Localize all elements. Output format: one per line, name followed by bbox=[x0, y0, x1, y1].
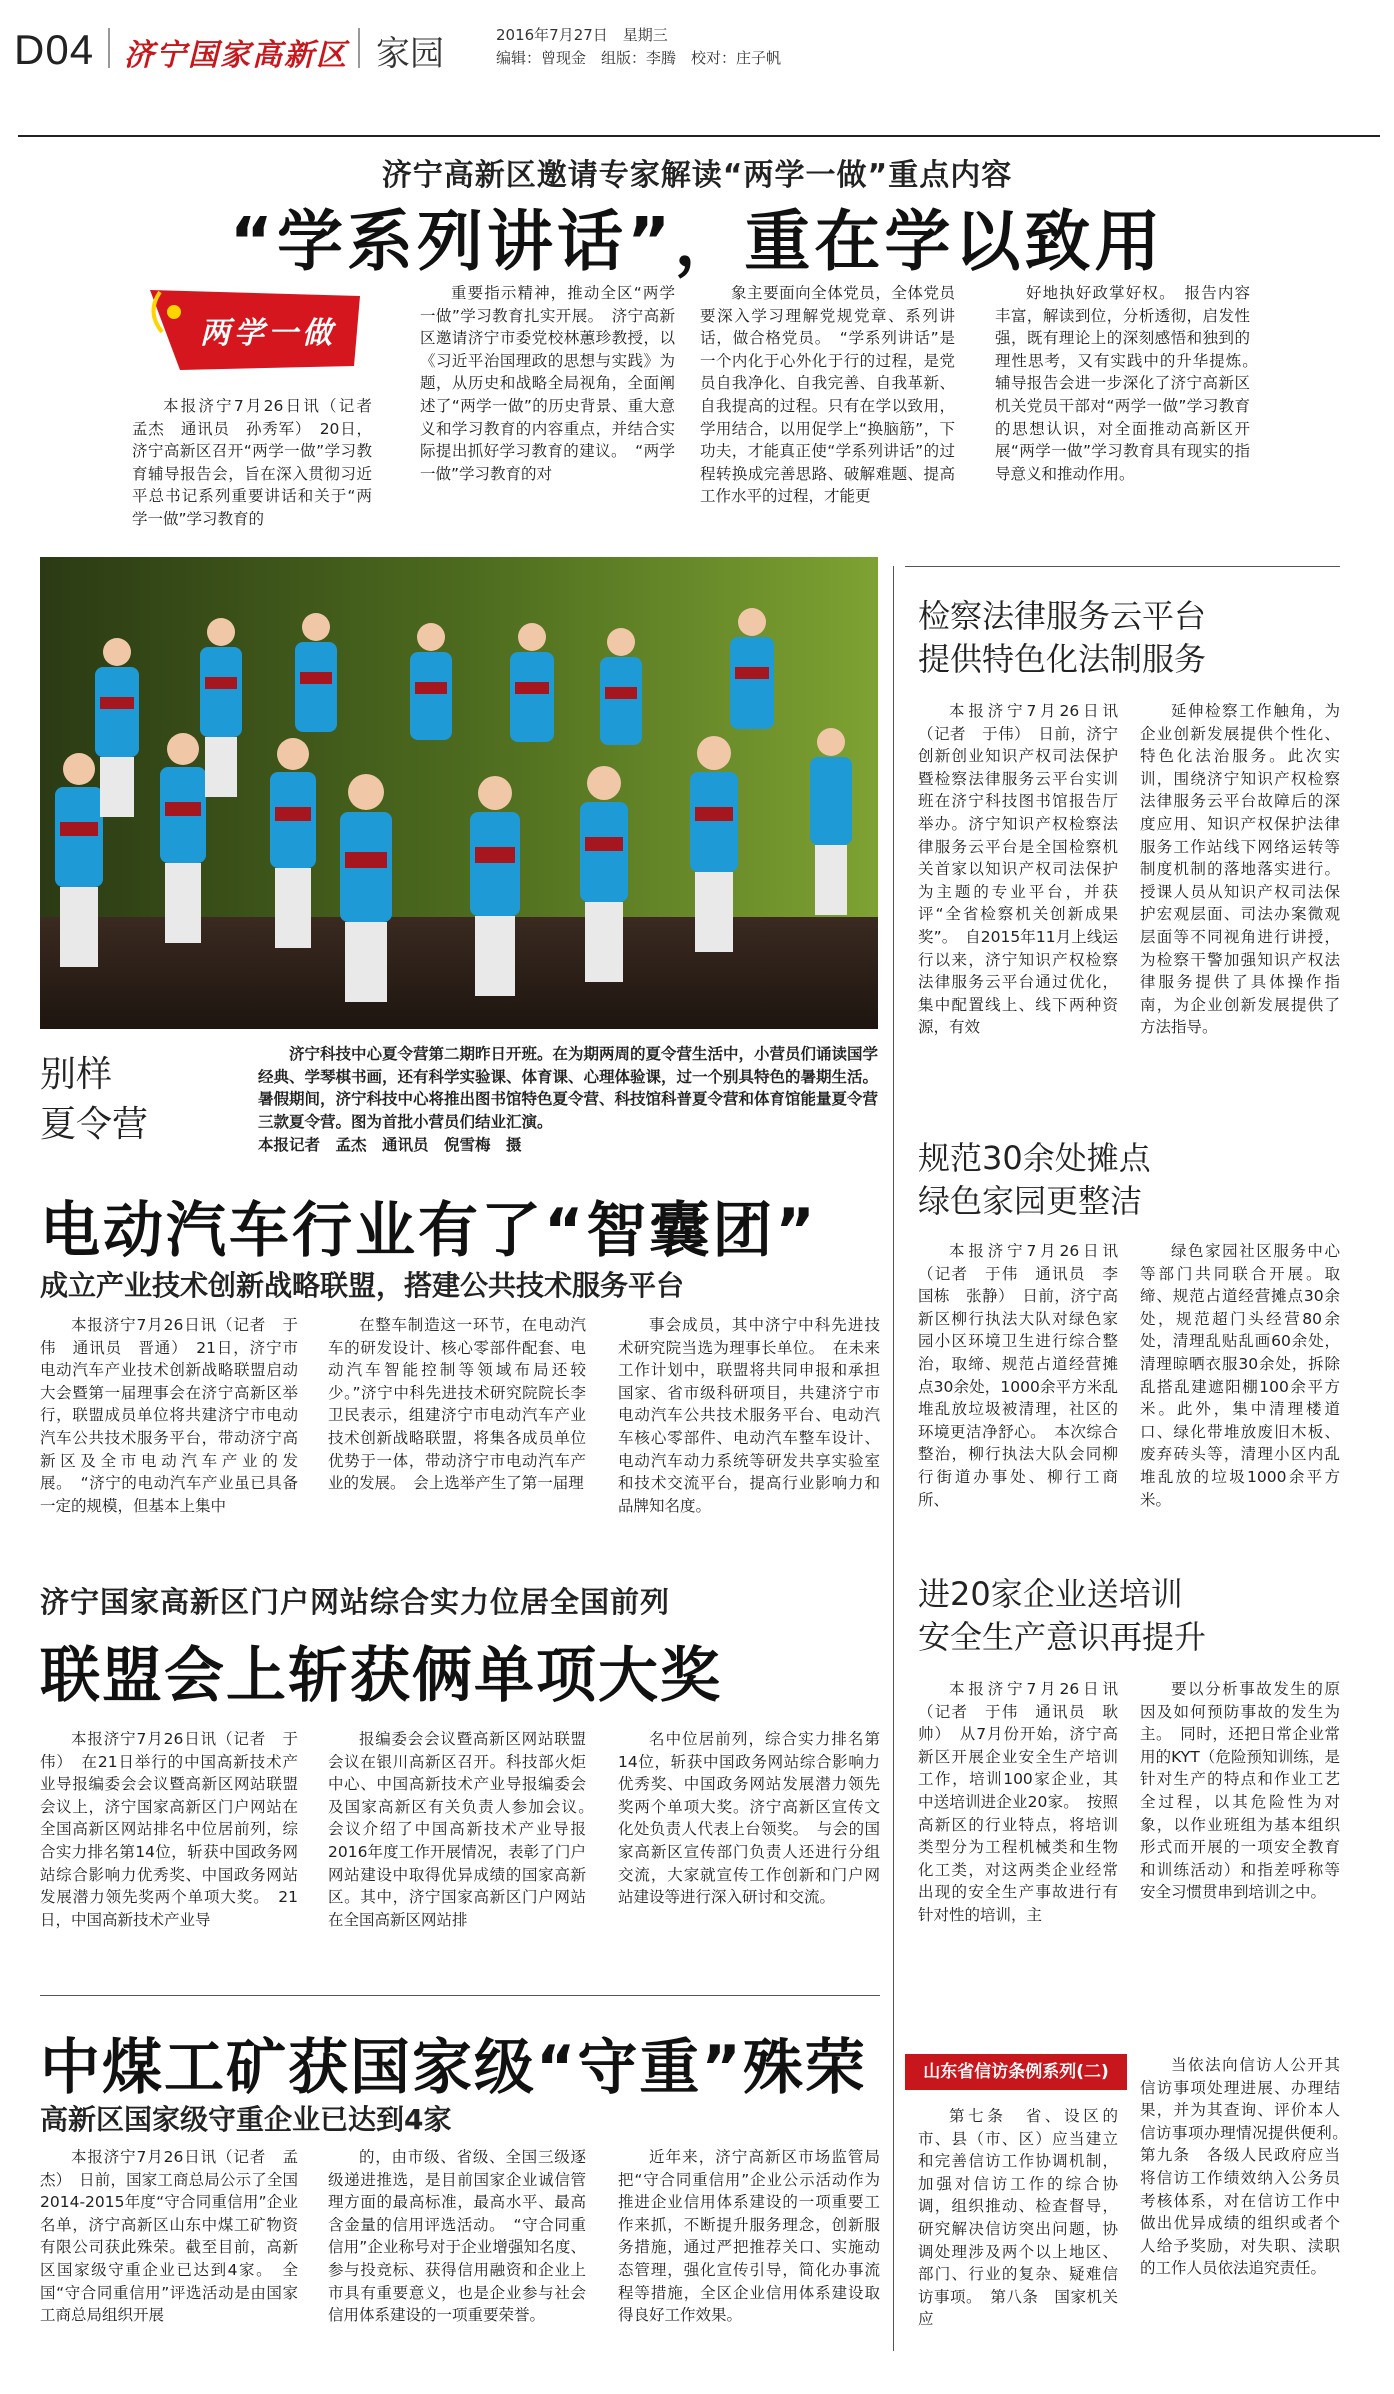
side1-text: 本报济宁7月26日讯（记者 于伟） 日前，济宁创新创业知识产权司法保护暨检察法律服务云平台实训班在济宁科技图书馆报告厅举办。济宁知识产权检察法律服务云平台是全国检察机关首家以知识产权司法保护为主题的专业平台，并获评“全省检察机关创新成果奖”。 自2015年11月上线运行以来，济宁知识产权检察法律服务云平台通过优化，集中配置线上、线下两种资源，有效 bbox=[918, 702, 1118, 1037]
side1-headline-line2: 提供特色化法制服务 bbox=[918, 640, 1207, 678]
side2-text: 绿色家园社区服务中心等部门共同联合开展。取缔、规范占道经营摊点30余处，规范超门头经营80余处，清理乱贴乱画60余处，清理晾晒衣服30余处，拆除乱搭乱建遮阳棚100余平方米。此外，集中清理楼道口、绿化带堆放废旧木板、废弃砖头等，清理小区内乱堆乱放的垃圾1000余平方米。 bbox=[1140, 1242, 1340, 1509]
article3-kicker: 济宁国家高新区门户网站综合实力位居全国前列 bbox=[40, 1585, 671, 1619]
side3-column-2 bbox=[1140, 1678, 1340, 1978]
article4-column-1 bbox=[40, 2146, 298, 2371]
sidebar-top-rule bbox=[905, 566, 1340, 567]
article1-text: 重要指示精神，推动全区“两学一做”学习教育扎实开展。 济宁高新区邀请济宁市委党校林蕙珍教授，以《习近平治国理政的思想与实践》为题，从历史和战略全局视角，全面阐述了“两学一做”的历史背景、重大意义和学习教育的内容重点，并结合实际提出抓好学习教育的建议。 “两学一做”学习教育的对 bbox=[420, 284, 675, 483]
side1-text: 延伸检察工作触角，为企业创新发展提供个性化、特色化法治服务。此次实训，围绕济宁知识产权检察法律服务云平台故障后的深度应用、知识产权保护法律服务工作站线下网络运转等制度机制的落地落实进行。授课人员从知识产权司法保护宏观层面、司法办案微观层面等不同视角进行讲授，为检察干警加强知识产权法律服务提供了具体操作指南，为企业创新发展提供了方法指导。 bbox=[1140, 702, 1340, 1037]
article4-headline: 中煤工矿获国家级“守重”殊荣 bbox=[40, 2033, 867, 2103]
side3-headline-line2: 安全生产意识再提升 bbox=[918, 1618, 1207, 1656]
sidebar-vertical-rule bbox=[893, 566, 894, 2351]
side2-headline-line1: 规范30余处摊点 bbox=[918, 1139, 1151, 1177]
article4-subhead: 高新区国家级守重企业已达到4家 bbox=[40, 2103, 452, 2136]
side2-text: 本报济宁7月26日讯（记者 于伟 通讯员 李国栋 张静） 日前，济宁高新区柳行执法大队对绿色家园小区环境卫生进行综合整治，取缔、规范占道经营摊点30余处，1000余平方米乱堆乱放垃圾被清理，社区的环境更洁净舒心。 本次综合整治，柳行执法大队会同柳行街道办事处、柳行工商所、 bbox=[918, 1242, 1118, 1509]
side4-column-1 bbox=[918, 2105, 1118, 2365]
article2-text: 在整车制造这一环节，在电动汽车的研发设计、核心零部件配套、电动汽车智能控制等领域布局还较少。”济宁中科先进技术研究院院长李卫民表示，组建济宁市电动汽车产业技术创新战略联盟，将集各成员单位优势于一体，带动济宁市电动汽车产业的发展。 会上选举产生了第一届理 bbox=[328, 1316, 586, 1493]
article3-text: 名中位居前列，综合实力排名第14位，斩获中国政务网站综合影响力优秀奖、中国政务网站发展潜力领先奖两个单项大奖。济宁高新区宣传文化处负责人代表上台领奖。 与会的国家高新区宣传部门负责人还进行分组交流，大家就宣传工作创新和门户网站建设等进行深入研讨和交流。 bbox=[618, 1730, 880, 1907]
article4-column-2 bbox=[328, 2146, 586, 2371]
article2-column-3 bbox=[618, 1314, 880, 1515]
side1-column-1 bbox=[918, 700, 1118, 1110]
section-name: 家园 bbox=[376, 34, 444, 74]
article3-text: 报编委会会议暨高新区网站联盟会议在银川高新区召开。科技部火炬中心、中国高新技术产业导报编委会及国家高新区有关负责人参加会议。 会议介绍了中国高新技术产业导报2016年度工作开展情况，表彰了门户网站建设中取得优异成绩的国家高新区。其中，济宁国家高新区门户网站在全国高新区网站排 bbox=[328, 1730, 602, 1929]
side3-text: 要以分析事故发生的原因及如何预防事故的发生为主。 同时，还把日常企业常用的KYT（危险预知训练，是针对生产的特点和作业工艺全过程，以其危险性为对象，以作业班组为基本组织形式而开展的一项安全教育和训练活动）和指差呼称等安全习惯贯串到培训之中。 bbox=[1140, 1680, 1340, 1902]
masthead-rule bbox=[18, 135, 1380, 137]
article2-column-1 bbox=[40, 1314, 298, 1515]
article2-text: 事会成员，其中济宁中科先进技术研究院当选为理事长单位。 在未来工作计划中，联盟将共同申报和承担国家、省市级科研项目，共建济宁市电动汽车公共技术服务平台、电动汽车核心零部件、电动汽车整车设计、电动汽车动力系统等研发共享实验室和技术交流平台，提高行业影响力和品牌知名度。 bbox=[618, 1316, 880, 1515]
article3-text: 本报济宁7月26日讯（记者 于伟） 在21日举行的中国高新技术产业导报编委会会议暨高新区网站联盟会议上，济宁国家高新区门户网站在全国高新区网站排名中位居前列，综合实力排名第14位，斩获中国政务网站综合影响力优秀奖、中国政务网站发展潜力领先奖两个单项大奖。 21日，中国高新技术产业导 bbox=[40, 1730, 298, 1929]
masthead-divider bbox=[358, 28, 360, 68]
article1-column-3 bbox=[700, 282, 955, 572]
party-emblem-dot bbox=[167, 305, 181, 319]
side1-headline-line1: 检察法律服务云平台 bbox=[918, 597, 1207, 635]
article2-column-2 bbox=[328, 1314, 586, 1494]
page-code: D04 bbox=[14, 26, 95, 73]
side1-column-2 bbox=[1140, 700, 1340, 1110]
side3-text: 本报济宁7月26日讯（记者 于伟 通讯员 耿帅） 从7月份开始，济宁高新区开展企业安全生产培训工作，培训100家企业，其中送培训进企业20家。 按照高新区的行业特点，将培训类型分为工程机械类和生物化工类，对这两类企业经常出现的安全生产事故进行有针对性的培训，主 bbox=[918, 1680, 1118, 1924]
article3-headline: 联盟会上斩获俩单项大奖 bbox=[40, 1641, 722, 1711]
photo-caption: 济宁科技中心夏令营第二期昨日开班。在为期两周的夏令营生活中，小营员们诵读国学经典、学琴棋书画，还有科学实验课、体育课、心理体验课，过一个别具特色的暑期生活。暑假期间，济宁科技中心将推出图书馆特色夏令营、科技馆科普夏令营和体育馆能量夏令营三款夏令营。图为首批小营员们结业汇演。 bbox=[258, 1045, 879, 1131]
article1-column-2 bbox=[420, 282, 675, 572]
article1-text: 象主要面向全体党员，全体党员要深入学习理解党规党章、系列讲话，做合格党员。 “学系列讲话”是一个内化于心外化于行的过程，是党员自我净化、自我完善、自我革新、自我提高的过程。只有在学以致用，学用结合，以用促学上“换脑筋”，下功夫，才能真正使“学系列讲话”的过程转换成完善思路、破解难题、提高工作水平的过程，才能更 bbox=[700, 284, 955, 506]
photo-illustration bbox=[40, 557, 878, 1029]
photo-title-line1: 别样 bbox=[40, 1054, 113, 1095]
article4-text: 近年来，济宁高新区市场监管局把“守合同重信用”企业公示活动作为推进企业信用体系建设的一项重要工作来抓，不断提升服务理念，创新服务措施，通过严把推荐关口、实施动态管理，强化宣传引导，简化办事流程等措施，全区企业信用体系建设取得良好工作效果。 bbox=[618, 2148, 880, 2325]
badge-text: 两学一做 bbox=[200, 316, 336, 351]
side2-column-2 bbox=[1140, 1240, 1340, 1540]
staff-line: 编辑：曾现金 组版：李腾 校对：庄子帆 bbox=[496, 49, 782, 67]
article1-text: 本报济宁7月26日讯（记者 孟杰 通讯员 孙秀军） 20日，济宁高新区召开“两学一做”学习教育辅导报告会，旨在深入贯彻习近平总书记系列重要讲话和关于“两学一做”学习教育的 bbox=[132, 397, 388, 528]
side2-headline-line2: 绿色家园更整洁 bbox=[918, 1182, 1143, 1220]
photo-credit: 本报记者 孟杰 通讯员 倪雪梅 摄 bbox=[258, 1136, 522, 1154]
date-line: 2016年7月27日 星期三 bbox=[496, 26, 668, 44]
side3-column-1 bbox=[918, 1678, 1118, 1978]
article2-text: 本报济宁7月26日讯（记者 于伟 通讯员 晋通） 21日，济宁市电动汽车产业技术创新战略联盟启动大会暨第一届理事会在济宁高新区举行，联盟成员单位将共建济宁市电动汽车公共技术服务平台，带动济宁高新区及全市电动汽车产业的发展。 “济宁的电动汽车产业虽已具备一定的规模，但基本上集中 bbox=[40, 1316, 298, 1515]
article1-column-1 bbox=[132, 395, 388, 570]
series-label: 山东省信访条例系列(二) bbox=[905, 2054, 1127, 2090]
article1-headline: “学系列讲话”，重在学以致用 bbox=[229, 203, 1165, 280]
article4-column-3 bbox=[618, 2146, 880, 2371]
side2-column-1 bbox=[918, 1240, 1118, 1540]
article2-subhead: 成立产业技术创新战略联盟，搭建公共技术服务平台 bbox=[40, 1269, 685, 1302]
article3-column-3 bbox=[618, 1728, 880, 1978]
newspaper-brand: 济宁国家高新区 bbox=[124, 38, 348, 73]
article4-text: 的，由市级、省级、全国三级逐级递进推选，是目前国家企业诚信管理方面的最高标准，最高水平、最高含金量的信用评选活动。 “守合同重信用”企业称号对于企业增强知名度、参与投竞标、获得信用融资和企业上市具有重要意义，也是企业参与社会信用体系建设的一项重要荣誉。 bbox=[328, 2148, 586, 2325]
side4-text: 第七条 省、设区的市、县（市、区）应当建立和完善信访工作协调机制，加强对信访工作的综合协调，组织推动、检查督导，研究解决信访突出问题，协调处理涉及两个以上地区、部门、行业的复杂、疑难信访事项。 第八条 国家机关应 bbox=[918, 2107, 1118, 2329]
article2-headline: 电动汽车行业有了“智囊团” bbox=[40, 1196, 818, 1266]
article3-column-2 bbox=[328, 1728, 602, 1978]
two-study-badge bbox=[140, 282, 370, 374]
side4-column-2 bbox=[1140, 2054, 1356, 2364]
article1-column-4 bbox=[995, 282, 1266, 572]
masthead-divider bbox=[108, 28, 110, 68]
section-divider bbox=[40, 1995, 880, 1996]
photo-title-line2: 夏令营 bbox=[40, 1104, 149, 1145]
article1-text: 好地执好政掌好权。 报告内容丰富，解读到位，分析透彻，启发性强，既有理论上的深刻感悟和独到的理性思考，又有实践中的升华提炼。 辅导报告会进一步深化了济宁高新区机关党员干部对“两学一做”学习教育的思想认识，对全面推动高新区开展“两学一做”学习教育具有现实的指导意义和推动作用。 bbox=[995, 284, 1266, 483]
article1-kicker: 济宁高新区邀请专家解读“两学一做”重点内容 bbox=[381, 158, 1013, 193]
side4-text: 当依法向信访人公开其信访事项处理进展、办理结果，并为其查询、评价本人信访事项办理情况提供便利。 第九条 各级人民政府应当将信访工作绩效纳入公务员考核体系，对在信访工作中做出优异成绩的组织或者个人给予奖励，对失职、渎职的工作人员依法追究责任。 bbox=[1140, 2056, 1356, 2278]
article4-text: 本报济宁7月26日讯（记者 孟杰） 日前，国家工商总局公示了全国2014-2015年度“守合同重信用”企业名单，济宁高新区山东中煤工矿物资有限公司获此殊荣。截至目前，高新区国家级守重企业已达到4家。 全国“守合同重信用”评选活动是由国家工商总局组织开展 bbox=[40, 2148, 298, 2325]
article3-column-1 bbox=[40, 1728, 298, 1978]
summer-camp-photo bbox=[40, 557, 878, 1029]
side3-headline-line1: 进20家企业送培训 bbox=[918, 1575, 1183, 1613]
